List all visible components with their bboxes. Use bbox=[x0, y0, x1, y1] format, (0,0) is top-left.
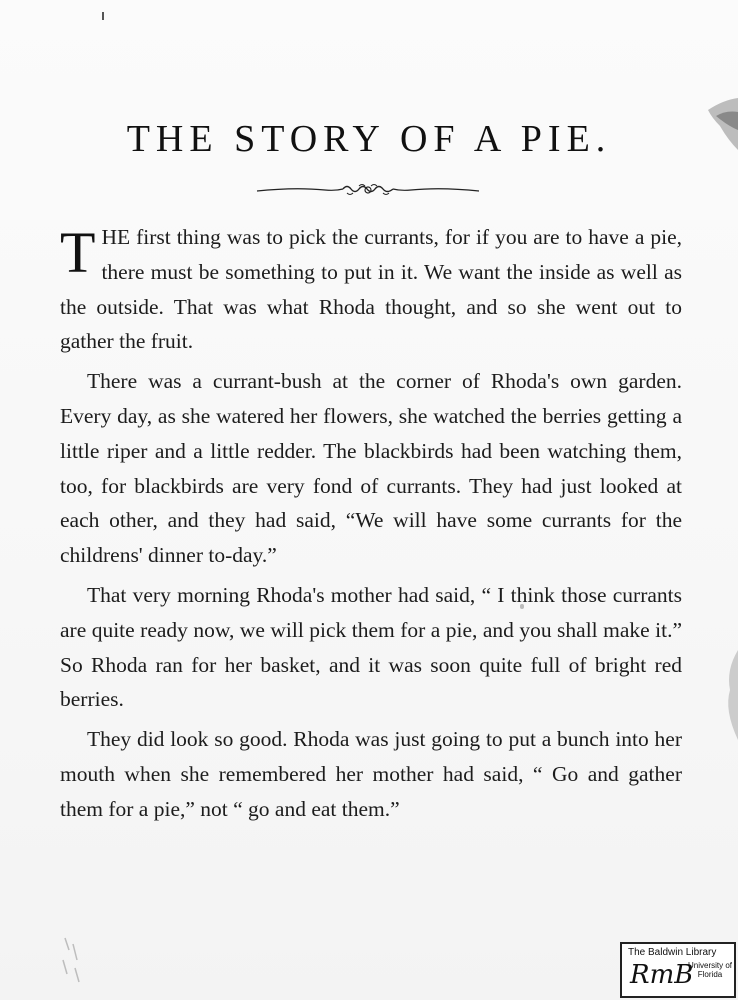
page-speck bbox=[102, 12, 104, 20]
stamp-library-name: The Baldwin Library bbox=[628, 947, 717, 958]
story-body bbox=[60, 220, 682, 827]
stamp-logo: RmB bbox=[630, 960, 694, 990]
stamp-university: University of Florida bbox=[687, 961, 732, 979]
page-smudge bbox=[55, 930, 115, 990]
library-stamp bbox=[620, 942, 736, 998]
paragraph-1 bbox=[60, 220, 682, 359]
page-edge-stain bbox=[716, 650, 738, 740]
paragraph-1-text: HE first thing was to pick the currants, for if you are to have a pie, there must be something to put in it. We want the inside as well as the outside. That was what Rhoda thought, and so she went out to gather the fruit. bbox=[60, 225, 682, 354]
paragraph-3: That very morning Rhoda's mother had said, “ I think those currants are quite ready now, we will pick them for a pie, and you shall make it.” So Rhoda ran for her basket, and it was soon quite full of bright red berries. bbox=[60, 582, 682, 712]
story-title: THE STORY OF A PIE. bbox=[126, 118, 612, 160]
drop-cap: T bbox=[60, 220, 96, 285]
paragraph-2: There was a currant-bush at the corner of Rhoda's own garden. Every day, as she watered her flowers, she watched the berries getting a little riper and a little redder. The blackbirds had been watching them, too, for blackbirds are very fond of currants. They had just looked at each other, and they had said, “We will have some currants for the childrens' dinner to-day.” bbox=[60, 369, 682, 568]
paragraph-4: They did look so good. Rhoda was just going to put a bunch into her mouth when she remembered her mother had said, “ Go and gather them for a pie,” not “ go and eat them.” bbox=[60, 727, 682, 821]
scroll-divider-icon bbox=[255, 181, 481, 199]
